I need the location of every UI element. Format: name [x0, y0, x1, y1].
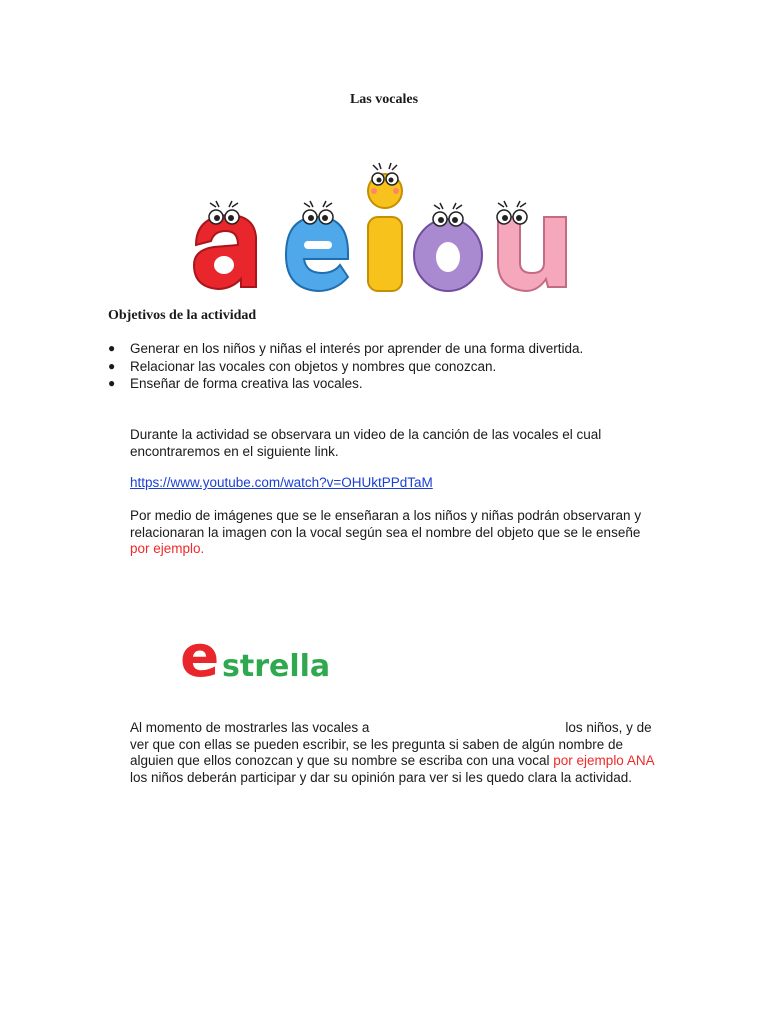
intro-paragraph: Durante la actividad se observara un video de la canción de las vocales el cual encontraremos en el siguiente link. — [130, 427, 602, 459]
bullet-icon: ● — [108, 341, 116, 355]
section-heading: Objetivos de la actividad — [108, 308, 257, 323]
bullet-icon: ● — [108, 376, 116, 390]
list-item: ● Relacionar las vocales con objetos y nombres que conozcan. — [108, 358, 497, 374]
list-item: ● Enseñar de forma creativa las vocales. — [108, 376, 363, 391]
vowel-o-character — [414, 203, 482, 291]
estrella-rest-letters: strella — [222, 649, 331, 684]
list-item: ● Generar en los niños y niñas el interés por aprender de una forma divertida. — [108, 341, 584, 356]
vowel-e-character — [286, 201, 348, 291]
estrella-word-image — [180, 626, 360, 686]
bullet-icon: ● — [108, 358, 116, 373]
vowels-illustration — [186, 155, 582, 295]
final-paragraph: Al momento de mostrarles las vocales a los niños, y de ver que con ellas se pueden escribir, se les pregunta si saben de algún nombre de alguien que ellos conozcan y que su nombre se escriba con una vocal por ejemplo ANA los niños deberán participar y dar su opinión para ver si les quedo clara la actividad. — [130, 720, 654, 785]
document-title: Las vocales — [349, 92, 419, 107]
images-paragraph: Por medio de imágenes que se le enseñaran a los niños y niñas podrán observaran y relacionaran la imagen con la vocal según sea el nombre del objeto que se le enseñe por ejemplo. — [130, 508, 642, 556]
vowel-i-character — [368, 163, 402, 291]
example-highlight: por ejemplo. — [130, 541, 205, 556]
ana-highlight: por ejemplo ANA — [553, 753, 654, 768]
objectives-list — [108, 340, 583, 393]
estrella-first-letter: e — [180, 626, 220, 686]
vowel-u-character — [497, 201, 566, 291]
vowel-a-character — [194, 201, 256, 289]
video-link[interactable]: https://www.youtube.com/watch?v=OHUktPPdTaM — [130, 475, 433, 490]
